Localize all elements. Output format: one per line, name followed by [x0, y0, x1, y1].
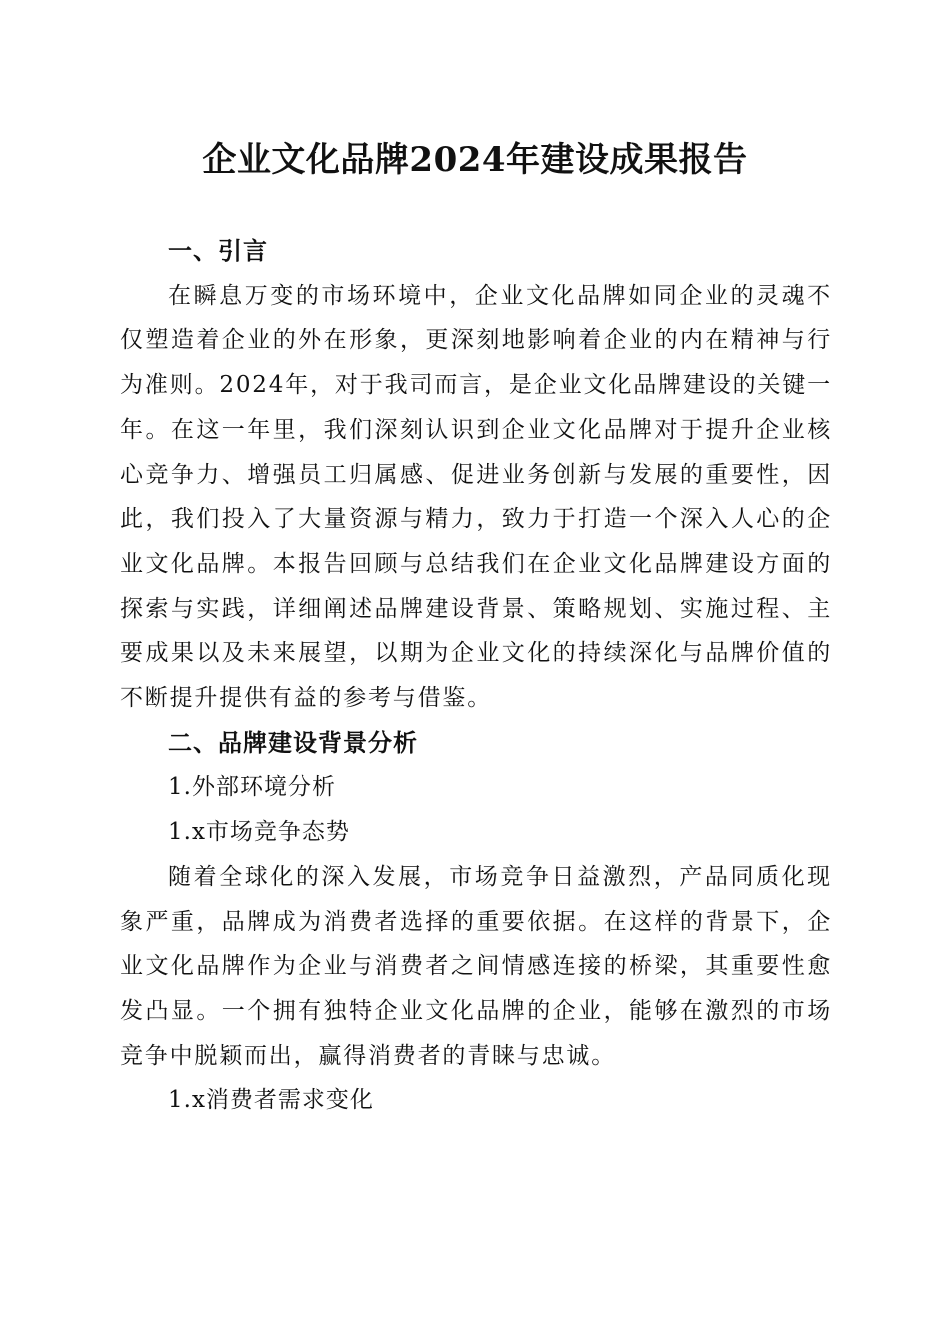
subheading-market-competition: 1.x市场竞争态势 — [168, 819, 350, 846]
subheading-external-environment: 1.外部环境分析 — [168, 774, 336, 801]
section-heading-brand-background: 二、品牌建设背景分析 — [168, 728, 418, 757]
document-title: 企业文化品牌2024年建设成果报告 — [202, 140, 748, 180]
market-competition-paragraph: 随着全球化的深入发展，市场竞争日益激烈，产品同质化现象严重，品牌成为消费者选择的重要依据。在这样的背景下，企业文化品牌作为企业与消费者之间情感连接的桥梁，其重要性愈发凸显。一个拥有独特企业文化品牌的企业，能够在激烈的市场竞争中脱颖而出，赢得消费者的青睐与忠诚。 — [120, 863, 832, 1069]
document-body — [120, 229, 832, 1123]
introduction-paragraph: 在瞬息万变的市场环境中，企业文化品牌如同企业的灵魂不仅塑造着企业的外在形象，更深刻地影响着企业的内在精神与行为准则。2024年，对于我司而言，是企业文化品牌建设的关键一年。在这一年里，我们深刻认识到企业文化品牌对于提升企业核心竞争力、增强员工归属感、促进业务创新与发展的重要性，因此，我们投入了大量资源与精力，致力于打造一个深入人心的企业文化品牌。本报告回顾与总结我们在企业文化品牌建设方面的探索与实践，详细阐述品牌建设背景、策略规划、实施过程、主要成果以及未来展望，以期为企业文化的持续深化与品牌价值的不断提升提供有益的参考与借鉴。 — [120, 282, 832, 712]
subheading-consumer-demand: 1.x消费者需求变化 — [168, 1087, 374, 1114]
section-heading-introduction: 一、引言 — [168, 237, 268, 265]
